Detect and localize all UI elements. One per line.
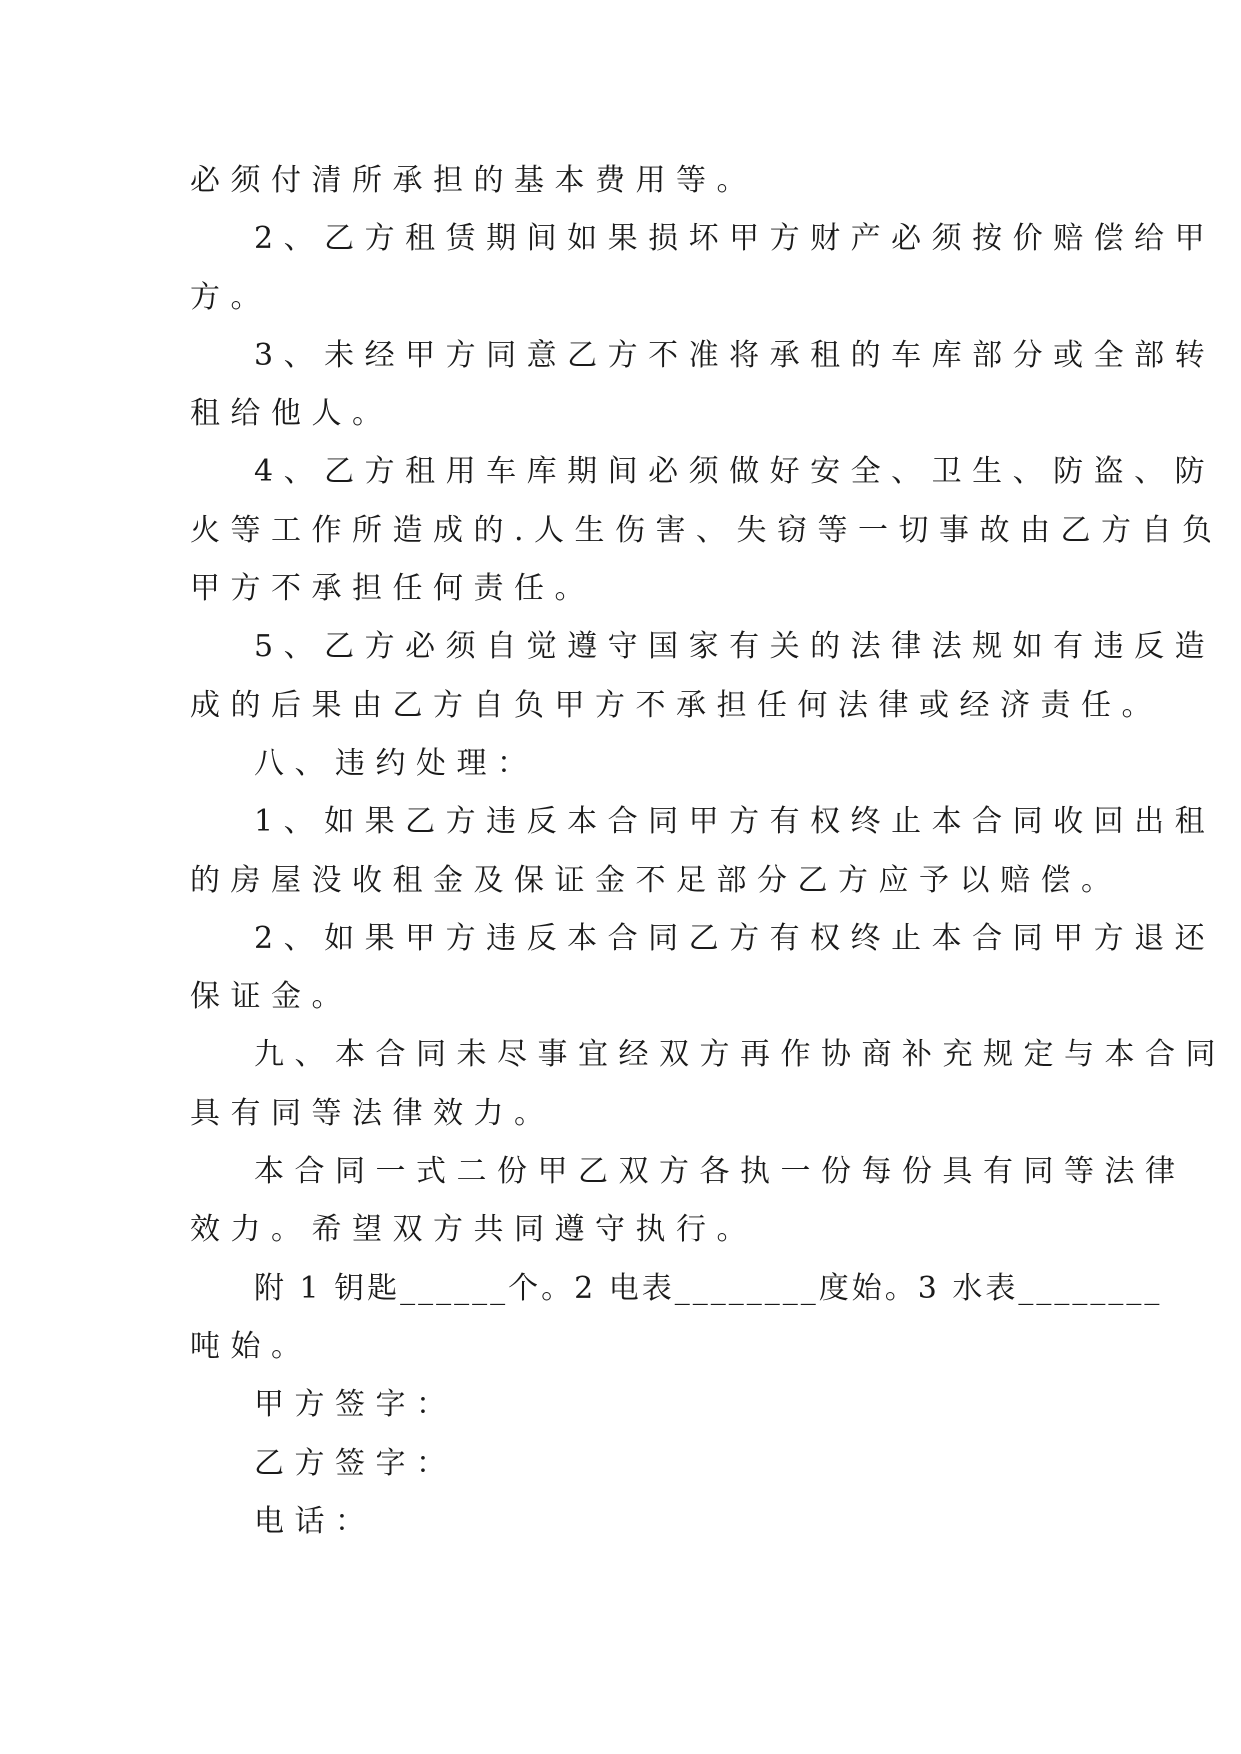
copies-clause-line-2: 效力。希望双方共同遵守执行。	[190, 1212, 757, 1248]
clause-8-2-line-2: 保证金。	[190, 979, 352, 1015]
clause-7-3-line-1: 3、未经甲方同意乙方不准将承租的车库部分或全部转	[254, 337, 1216, 373]
clause-7-5-line-2: 成的后果由乙方自负甲方不承担任何法律或经济责任。	[190, 687, 1162, 723]
party-a-signature-label: 甲方签字：	[254, 1387, 457, 1423]
copies-clause-line-1: 本合同一式二份甲乙双方各执一份每份具有同等法律	[254, 1154, 1186, 1190]
clause-8-1-line-1: 1、如果乙方违反本合同甲方有权终止本合同收回出租	[254, 804, 1216, 840]
clause-7-3-line-2: 租给他人。	[190, 396, 393, 432]
attachment-line-1: 附 1 钥匙______个。2 电表________度始。3 水表________	[254, 1270, 1163, 1306]
attachment-line-2: 吨始。	[190, 1328, 312, 1364]
clause-7-5-line-1: 5、乙方必须自觉遵守国家有关的法律法规如有违反造	[254, 629, 1216, 665]
phone-label: 电话：	[254, 1503, 376, 1539]
clause-7-4-line-1: 4、乙方租用车库期间必须做好安全、卫生、防盗、防	[254, 454, 1216, 490]
clause-8-1-line-2: 的房屋没收租金及保证金不足部分乙方应予以赔偿。	[190, 862, 1122, 898]
section-9-line-2: 具有同等法律效力。	[190, 1095, 555, 1131]
document-body	[190, 152, 1226, 1551]
section-8-heading: 八、违约处理：	[254, 745, 538, 781]
party-b-signature-label: 乙方签字：	[254, 1445, 457, 1481]
text-line: 必须付清所承担的基本费用等。	[190, 163, 757, 198]
section-9-line-1: 九、本合同未尽事宜经双方再作协商补充规定与本合同	[254, 1037, 1226, 1073]
clause-8-2-line-1: 2、如果甲方违反本合同乙方有权终止本合同甲方退还	[254, 920, 1216, 956]
clause-7-4-line-3: 甲方不承担任何责任。	[190, 571, 595, 607]
clause-7-2-line-1: 2、乙方租赁期间如果损坏甲方财产必须按价赔偿给甲	[254, 221, 1216, 257]
clause-7-4-line-2: 火等工作所造成的.人生伤害、失窃等一切事故由乙方自负	[190, 512, 1223, 548]
clause-7-2-line-2: 方。	[190, 279, 271, 315]
